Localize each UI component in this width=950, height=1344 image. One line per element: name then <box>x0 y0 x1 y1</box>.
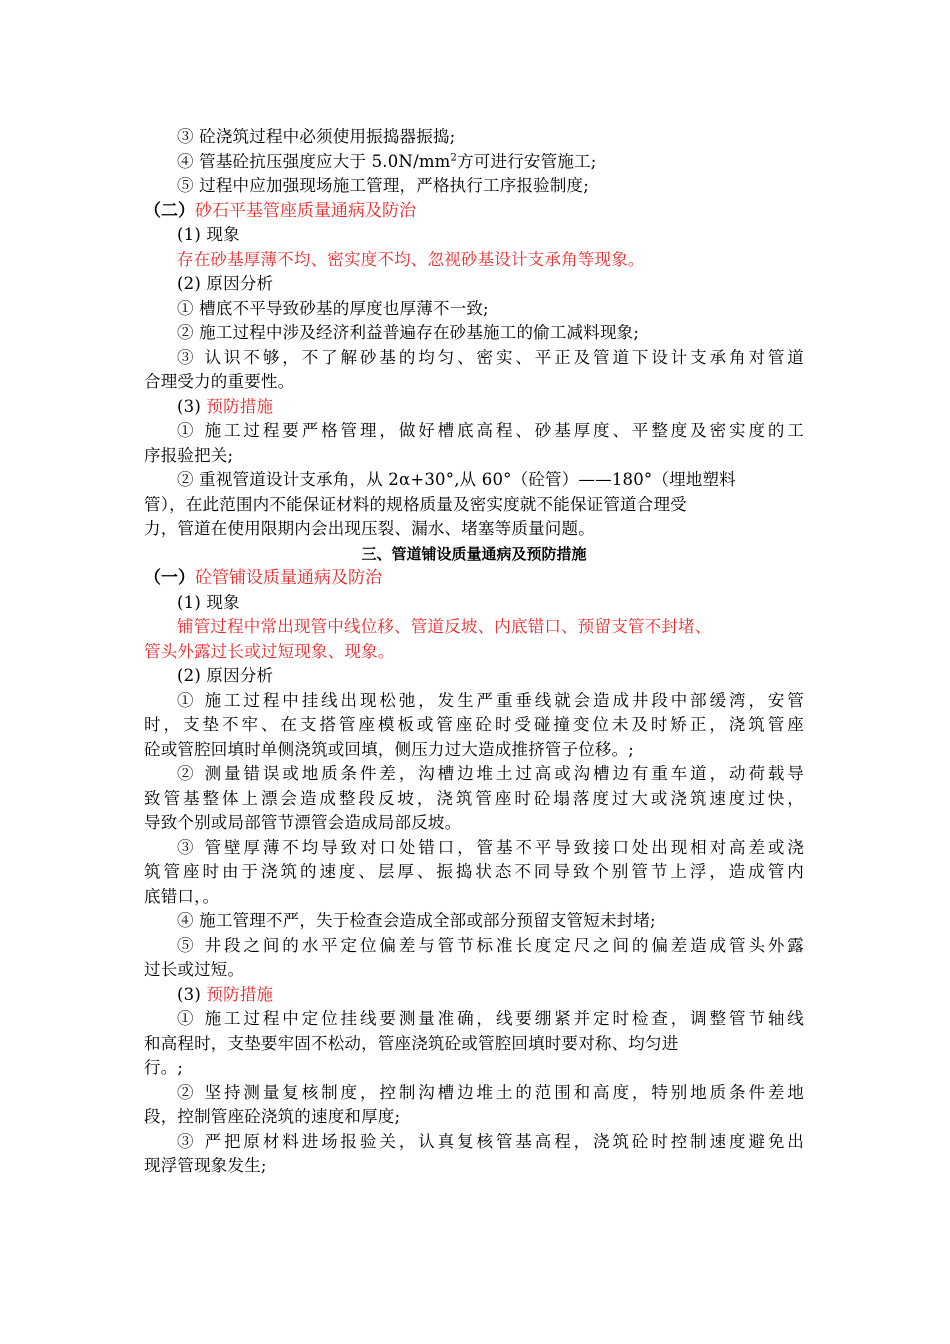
text-line: 和高程时，支垫要牢固不松动，管座浇筑砼或管腔回填时要对称、均匀进 <box>144 1033 679 1053</box>
item-label: (2) 原因分析 <box>177 666 274 685</box>
subsection-heading <box>144 199 804 224</box>
text-line: 导致个别或局部管节漂管会造成局部反坡。 <box>144 813 462 832</box>
text-line: ① 施工过程中定位挂线要测量准确，线要绷紧并定时检查，调整管节轴线 <box>177 1009 804 1028</box>
section-heading: 三、管道铺设质量通病及预防措施 <box>361 544 587 563</box>
heading-number: （一） <box>144 568 195 588</box>
text-line: ⑤ 井段之间的水平定位偏差与管节标准长度定尺之间的偏差造成管头外露 <box>177 935 804 955</box>
subsection-heading <box>144 566 804 591</box>
text-line: ② 重视管道设计支承角，从 2α+30°,从 60°（砼管）——180°（埋地塑料 <box>177 470 736 489</box>
item-title: 预防措施 <box>206 396 274 416</box>
heading-text: 砼管铺设质量通病及防治 <box>195 568 382 588</box>
item-number: (3) <box>177 984 207 1004</box>
text-line: ③ 砼浇筑过程中必须使用振捣器振捣; <box>177 127 456 146</box>
text-line: 序报验把关; <box>144 445 234 465</box>
text-fragment: ④ 管基砼抗压强度应大于 5.0N/mm <box>177 151 451 171</box>
text-line: ① 施工过程要严格管理，做好槽底高程、砂基厚度、平整度及密实度的工 <box>177 421 804 440</box>
text-fragment: 方可进行安管施工; <box>457 151 597 171</box>
text-line: ③ 管壁厚薄不均导致对口处错口，管基不平导致接口处出现相对高差或浇 <box>177 837 804 857</box>
text-line: 砼或管腔回填时单侧浇筑或回填，侧压力过大造成推挤管子位移。; <box>144 739 635 759</box>
text-line: 过长或过短。 <box>144 960 245 979</box>
text-line: ⑤ 过程中应加强现场施工管理，严格执行工序报验制度; <box>177 176 590 195</box>
text-line: ③ 严把原材料进场报验关，认真复核管基高程，浇筑砼时控制速度避免出 <box>177 1131 804 1151</box>
text-line: 致管基整体上漂会造成整段反坡，浇筑管座时砼塌落度过大或浇筑速度过快， <box>144 788 804 808</box>
item-label <box>144 395 804 420</box>
text-line: 管头外露过长或过短现象、现象。 <box>144 641 395 661</box>
heading-text: 砂石平基管座质量通病及防治 <box>195 200 416 221</box>
text-line: 段，控制管座砼浇筑的速度和厚度; <box>144 1107 401 1126</box>
document-page <box>144 125 804 1179</box>
item-title: 预防措施 <box>206 984 274 1004</box>
text-line: ③ 认识不够，不了解砂基的均匀、密实、平正及管道下设计支承角对管道 <box>177 347 804 367</box>
text-line <box>144 150 804 175</box>
text-line: 底错口，。 <box>144 886 220 906</box>
item-label <box>144 983 804 1008</box>
text-line: 时，支垫不牢、在支搭管座模板或管座砼时受碰撞变位未及时矫正，浇筑管座 <box>144 715 804 734</box>
text-line: 力，管道在使用限期内会出现压裂、漏水、堵塞等质量问题。 <box>144 519 595 538</box>
heading-number: （二） <box>144 200 195 221</box>
text-line: 合理受力的重要性。 <box>144 372 295 391</box>
text-line: ② 坚持测量复核制度，控制沟槽边堆土的范围和高度，特别地质条件差地 <box>177 1082 804 1102</box>
text-line: 筑管座时由于浇筑的速度、层厚、振捣状态不同导致个别管节上浮，造成管内 <box>144 862 804 881</box>
item-label: (1) 现象 <box>177 592 240 612</box>
text-line: ② 测量错误或地质条件差，沟槽边堆土过高或沟槽边有重车道，动荷载导 <box>177 764 804 783</box>
item-number: (3) <box>177 396 207 416</box>
text-line: 行。; <box>144 1058 184 1077</box>
text-line: 存在砂基厚薄不均、密实度不均、忽视砂基设计支承角等现象。 <box>177 249 645 269</box>
text-line: 管），在此范围内不能保证材料的规格质量及密实度就不能保证管道合理受 <box>144 494 687 514</box>
text-line: ④ 施工管理不严，失于检查会造成全部或部分预留支管短未封堵; <box>177 911 656 930</box>
text-line: ② 施工过程中涉及经济利益普遍存在砂基施工的偷工减料现象; <box>177 323 640 342</box>
item-label: (1) 现象 <box>177 225 240 244</box>
superscript: 2 <box>450 152 458 163</box>
item-label: (2) 原因分析 <box>177 274 274 293</box>
text-line: 现浮管现象发生; <box>144 1156 267 1175</box>
text-line: ① 槽底不平导致砂基的厚度也厚薄不一致; <box>177 298 489 318</box>
text-line: 铺管过程中常出现管中线位移、管道反坡、内底错口、预留支管不封堵、 <box>177 617 712 636</box>
text-line: ① 施工过程中挂线出现松弛，发生严重垂线就会造成井段中部缓湾，安管 <box>177 690 804 710</box>
